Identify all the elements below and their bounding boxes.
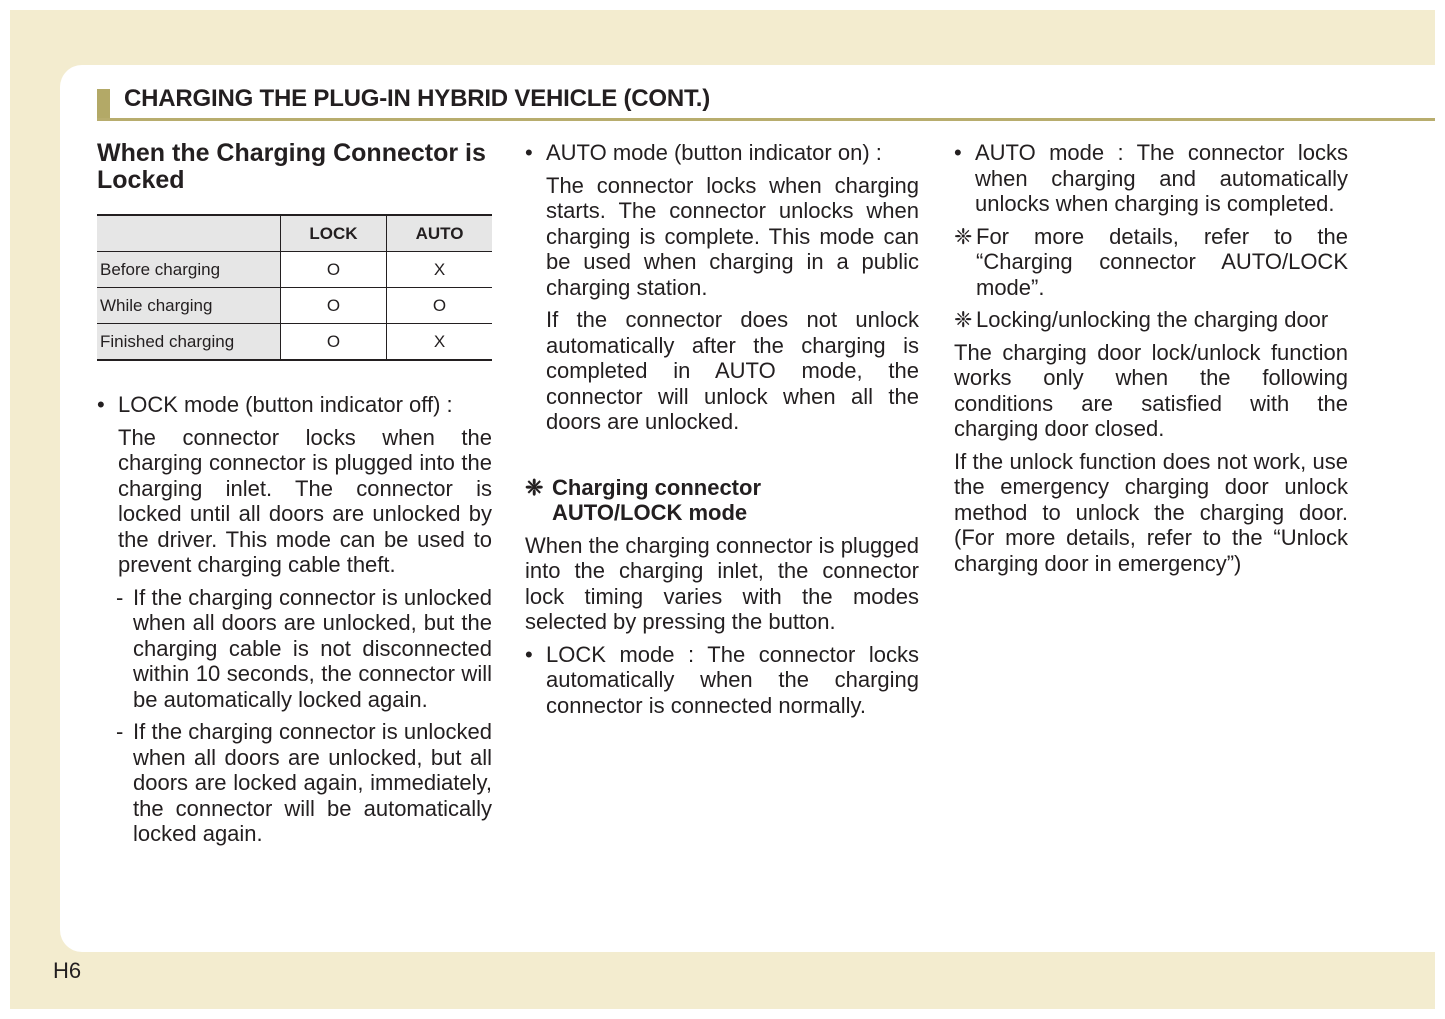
dash-item-text: If the charging connector is unlocked when all doors are unlocked, but the charging cable is not disconnected within 10 seconds, the connector will be automatically locked again. [133,584,492,712]
bullet-mark: • [97,392,105,417]
reference-note [954,224,1348,301]
lock-mode-title: LOCK mode (button indicator off) : [118,392,453,417]
column-2 [525,140,919,718]
table-cell-auto: X [387,324,493,361]
header-accent-bar [97,89,110,118]
table-header-cell: LOCK [281,215,387,252]
bullet-mark: • [525,140,533,165]
charging-door-note-text: Locking/unlocking the charging door [976,307,1329,332]
column-1 [97,140,492,847]
reference-note-text: For more details, refer to the “Charging connector AUTO/LOCK mode”. [976,223,1348,300]
lock-mode-description: The connector locks when the charging connector is plugged into the charging inlet. The connector is locked until all doors are unlocked by the driver. This mode can be used to prevent charging cable theft. [118,424,492,577]
auto-mode-unlock-note: If the connector does not unlock automatically after the charging is completed in AUTO mode, the connector will unlock when all the doors are unlocked. [546,307,919,434]
note-mark: ❈ [954,223,973,249]
bullet-mark: • [954,140,962,165]
table-cell-lock: O [281,324,387,361]
table-row [97,324,492,361]
lock-mode-bullet [97,392,492,418]
table-row [97,288,492,324]
auto-mode-item-text: AUTO mode : The connector locks when charging and automatically unlocks when charging is completed. [975,140,1348,216]
page-title: CHARGING THE PLUG-IN HYBRID VEHICLE (CONT.) [124,85,711,112]
bullet-mark: • [525,641,533,667]
dash-mark: - [116,584,124,610]
dash-mark: - [116,719,124,744]
section-header [97,84,1435,121]
table-header-cell: AUTO [387,215,493,252]
section-heading-line: AUTO/LOCK mode [552,500,748,525]
table-row-label: Before charging [97,252,281,288]
dash-item-text: If the charging connector is unlocked when all doors are unlocked, but all doors are locked again, immediately, the connector will be automatically locked again. [133,719,492,846]
note-mark: ❈ [954,307,973,332]
auto-mode-bullet [525,140,919,166]
emergency-unlock-paragraph: If the unlock function does not work, use the emergency charging door unlock method to unlock the charging door. (For more details, refer to the “Unlock charging door in emergency”) [954,448,1348,576]
column-3 [954,140,1348,576]
section-heading-line: Charging connector [552,474,762,500]
door-lock-paragraph: The charging door lock/unlock function works only when the following conditions are satisfied with the charging door closed. [954,339,1348,441]
lock-mode-item-text: LOCK mode : The connector locks automatically when the charging connector is connected normally. [546,641,919,718]
charging-door-note [954,307,1348,333]
lock-mode-item [525,642,919,719]
table-row-label: While charging [97,288,281,324]
section-heading [525,475,919,526]
table-cell-auto: X [387,252,493,288]
auto-mode-item [954,140,1348,217]
table-cell-auto: O [387,288,493,324]
dash-item [97,585,492,713]
table-row [97,252,492,288]
note-mark: ❈ [525,474,544,500]
table-header-cell [97,215,281,252]
lock-auto-table [97,214,492,361]
table-cell-lock: O [281,288,387,324]
dash-item [97,719,492,847]
section-body: When the charging connector is plugged into the charging inlet, the connector lock timing varies with the modes selected by pressing the button. [525,532,919,634]
table-cell-lock: O [281,252,387,288]
subheading: When the Charging Connector is Locked [97,139,486,194]
page-number: H6 [53,958,82,983]
auto-mode-title: AUTO mode (button indicator on) : [546,140,882,165]
table-header-row [97,215,492,252]
table-row-label: Finished charging [97,324,281,361]
auto-mode-description: The connector locks when charging starts. The connector unlocks when charging is complete. This mode can be used when charging in a public charging station. [546,172,919,300]
